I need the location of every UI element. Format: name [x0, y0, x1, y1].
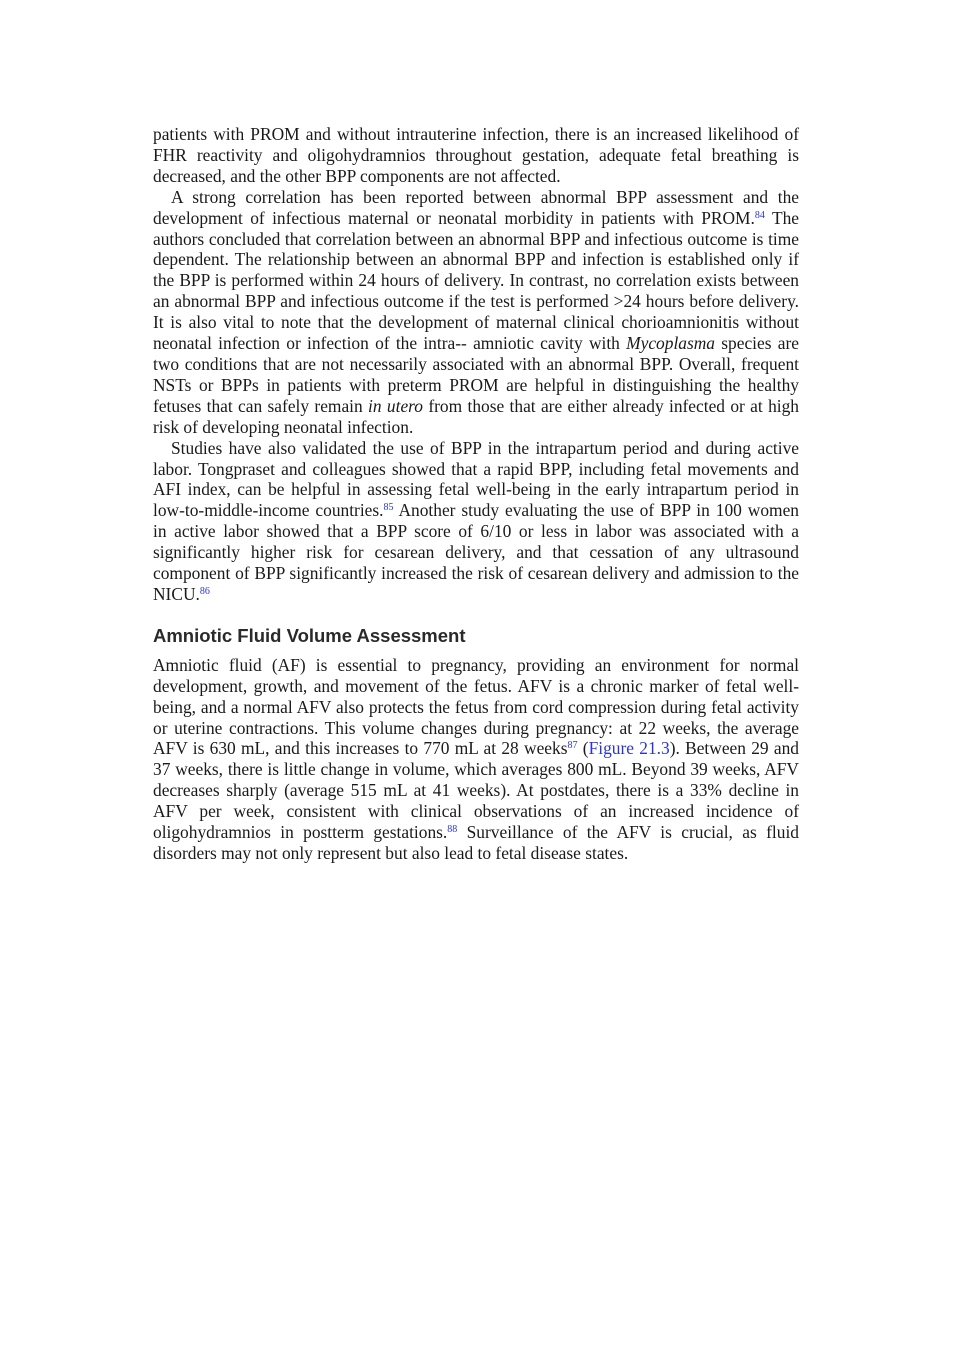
paragraph-2-text-3: species are two conditions that are not necessarily associated with an abnormal BPP. Overall, frequent NSTs or BPPs in patients with preterm PROM are helpful in distinguishing the healthy fetuses that can safely remain	[153, 333, 799, 416]
paragraph-4-text-1: Amniotic fluid (AF) is essential to pregnancy, providing an environment for normal development, growth, and movement of the fetus. AFV is a chronic marker of fetal well-being, and a normal AFV also protects the fetus from cord compression during fetal activity or uterine contractions. This volume changes during pregnancy: at 22 weeks, the average AFV is 630 mL, and this increases to 770 mL at 28 weeks	[153, 654, 799, 759]
in-utero-term: in utero	[368, 395, 423, 416]
paragraph-2-text-4: from those that are either already infected or at high risk of developing neonatal infection.	[153, 395, 799, 437]
document-page	[153, 124, 799, 864]
reference-84-link[interactable]: 84	[754, 209, 765, 221]
paragraph-4	[153, 655, 799, 864]
paragraph-1-text: patients with PROM and without intrauterine infection, there is an increased likelihood of FHR reactivity and oligohydramnios throughout gestation, adequate fetal breathing is decreased, and the other BPP components are not affected.	[153, 124, 799, 186]
paragraph-1	[153, 124, 799, 187]
reference-86-link[interactable]: 86	[199, 585, 210, 597]
mycoplasma-term: Mycoplasma	[626, 333, 715, 354]
paragraph-2-text-1: A strong correlation has been reported between abnormal BPP assessment and the development of infectious maternal or neonatal morbidity in patients with PROM.	[153, 186, 799, 228]
paragraph-2-text-2: The authors concluded that correlation between an abnormal BPP and infectious outcome is time dependent. The relationship between an abnormal BPP and infection is established only if the BPP is performed within 24 hours of delivery. In contrast, no correlation exists between an abnormal BPP and infectious outcome if the test is performed >24 hours before delivery. It is also vital to note that the development of maternal clinical chorioamnionitis without neonatal infection or infection of the intra-- amniotic cavity with	[153, 207, 799, 354]
paragraph-4-paren: (	[577, 738, 589, 759]
paragraph-2	[153, 187, 799, 438]
reference-87-link[interactable]: 87	[567, 740, 578, 752]
paragraph-3	[153, 438, 799, 605]
reference-88-link[interactable]: 88	[447, 824, 458, 836]
reference-85-link[interactable]: 85	[383, 502, 394, 514]
figure-21-3-link[interactable]: Figure 21.3	[588, 738, 670, 759]
paragraph-3-text-1: Studies have also validated the use of BPP in the intrapartum period and during active labor. Tongpraset and colleagues showed that a rapid BPP, including fetal movements and AFI index, can be helpful in assessing fetal well-being in the early intrapartum period in low-to-middle-income countries.	[153, 437, 799, 521]
paragraph-4-text-2: ). Between 29 and 37 weeks, there is little change in volume, which averages 800 mL. Beyond 39 weeks, AFV decreases sharply (average 515 mL at 41 weeks). At postdates, there is a 33% decline in AFV per week, consistent with clinical observations of an increased incidence of oligohydramnios in postterm gestations.	[153, 738, 800, 843]
paragraph-3-text-2: Another study evaluating the use of BPP in 100 women in active labor showed that a BPP score of 6/10 or less in labor was associated with a significantly higher risk for cesarean delivery, and that cessation of any ultrasound component of BPP significantly increased the risk of cesarean delivery and admission to the NICU.	[153, 500, 799, 604]
paragraph-4-text-3: Surveillance of the AFV is crucial, as fluid disorders may not only represent but also lead to fetal disease states.	[153, 822, 799, 863]
section-heading: Amniotic Fluid Volume Assessment	[153, 624, 466, 646]
